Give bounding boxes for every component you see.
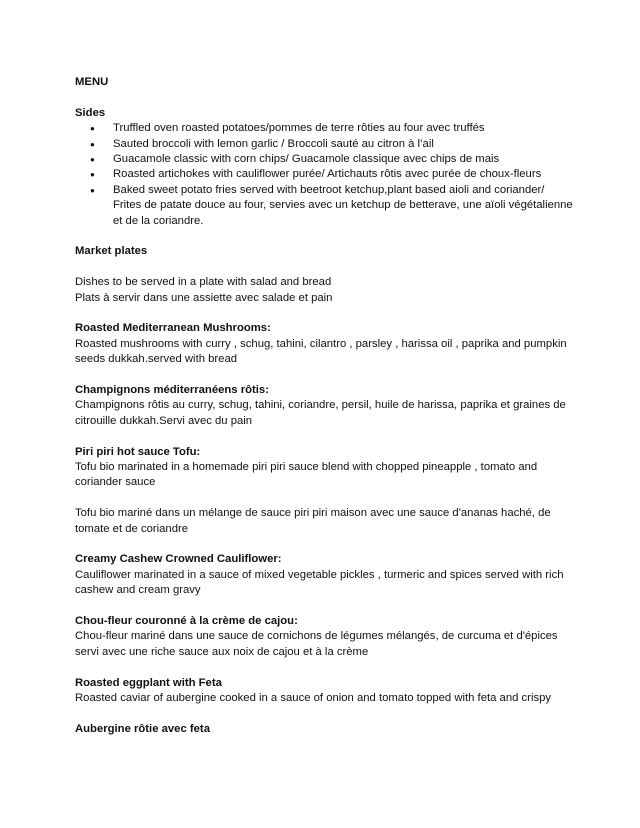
list-item: ● Truffled oven roasted potatoes/pommes de terre rôties au four avec truffés: [75, 121, 575, 136]
document-page: [75, 75, 575, 737]
menu-title: MENU: [75, 76, 109, 88]
dish-name: Aubergine rôtie avec feta: [75, 722, 210, 735]
market-intro-en: Dishes to be served in a plate with salad and bread: [75, 276, 332, 289]
list-item: ● Sauted broccoli with lemon garlic / Broccoli sauté au citron à l’ail: [75, 137, 575, 152]
dish-description: Champignons rôtis au curry, schug, tahini, coriandre, persil, huile de harissa, paprika et graines de citrouille dukkah.Servi avec du pain: [75, 399, 566, 427]
dish-name: Champignons méditerranéens rôtis:: [75, 384, 269, 397]
dish-name: Roasted Mediterranean Mushrooms:: [75, 322, 271, 335]
dish-name: Creamy Cashew Crowned Cauliflower:: [75, 553, 282, 566]
market-intro-fr: Plats à servir dans une assiette avec salade et pain: [75, 291, 333, 304]
sides-list: [75, 121, 575, 229]
dish-name: Roasted eggplant with Feta: [75, 676, 222, 689]
dish-description-fr: Tofu bio mariné dans un mélange de sauce piri piri maison avec une sauce d'ananas haché, de tomate et de coriandre: [75, 507, 551, 535]
dish-name: Chou-fleur couronné à la crème de cajou:: [75, 615, 298, 628]
dish-description: Roasted caviar of aubergine cooked in a sauce of onion and tomato topped with feta and crispy: [75, 692, 552, 705]
dish-description: Roasted mushrooms with curry , schug, tahini, cilantro , parsley , harissa oil , paprika and pumpkin seeds dukkah.served with bread: [75, 337, 567, 366]
dish-description: Chou-fleur mariné dans une sauce de cornichons de légumes mélangés, de curcuma et d'épices servi avec une riche sauce aux noix de cajou et à la crème: [75, 630, 558, 658]
dish-description: Cauliflower marinated in a sauce of mixed vegetable pickles , turmeric and spices served with rich cashew and cream gravy: [75, 568, 564, 597]
list-item: ● Baked sweet potato fries served with beetroot ketchup,plant based aioli and coriander/ Frites de patate douce au four, servies avec un ketchup de betterave, une aïoli végétalienne et de la coriandre.: [75, 183, 575, 229]
list-item: ● Roasted artichokes with cauliflower purée/ Artichauts rôtis avec purée de choux-fleurs: [75, 167, 575, 182]
dish-description: Tofu bio marinated in a homemade piri piri sauce blend with chopped pineapple , tomato and coriander sauce: [75, 461, 538, 489]
sides-heading: Sides: [75, 106, 106, 119]
list-item: ● Guacamole classic with corn chips/ Guacamole classique avec chips de mais: [75, 152, 575, 167]
market-plates-heading: Market plates: [75, 245, 148, 258]
dish-name: Piri piri hot sauce Tofu:: [75, 445, 201, 458]
